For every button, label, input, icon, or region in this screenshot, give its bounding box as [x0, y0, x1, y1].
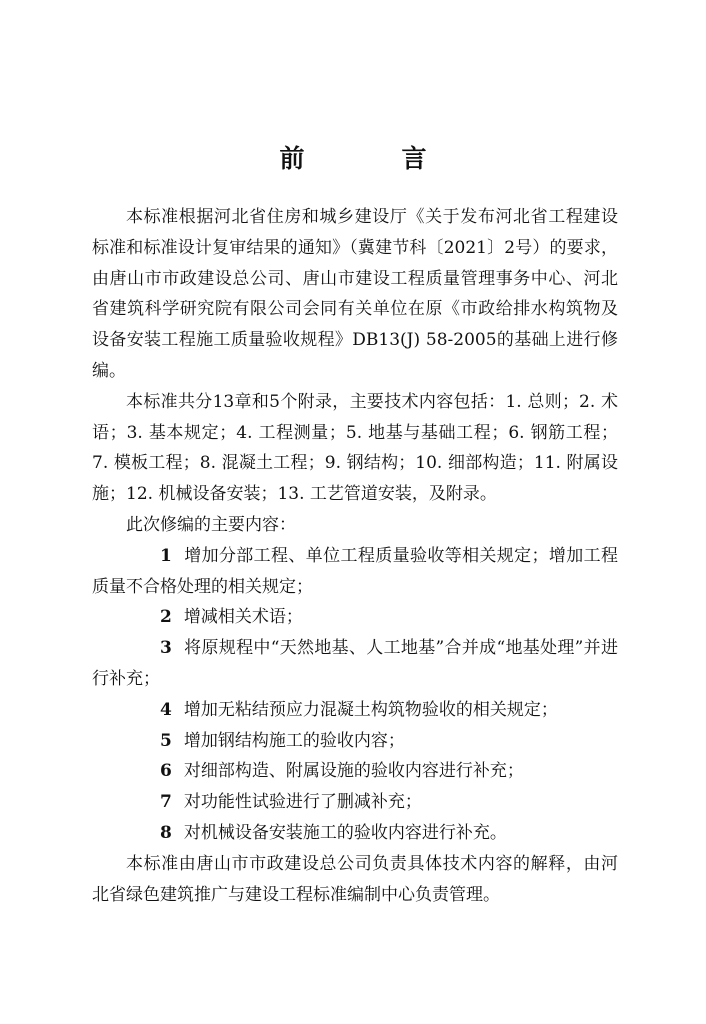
revision-item — [92, 602, 618, 633]
revision-item-text: 对机械设备安装施工的验收内容进行补充。 — [183, 822, 507, 843]
revision-item-text: 对功能性试验进行了删减补充； — [183, 792, 422, 813]
revision-item-number: 4 — [160, 699, 172, 720]
contents-paragraph: 本标准共分13章和5个附录，主要技术内容包括：1. 总则；2. 术语；3. 基本规定；4. 工程测量；5. 地基与基础工程；6. 钢筋工程；7. 模板工程；8. 混凝土工程；9. 钢结构；10. 细部构造；11. 附属设施；12. 机械设备安装；13. 工艺管道安装，及附录。 — [92, 391, 618, 505]
revision-item-number: 3 — [160, 638, 172, 659]
revision-item — [92, 726, 618, 757]
revision-item — [92, 787, 618, 818]
revision-item-number: 8 — [160, 822, 172, 843]
revision-item-number: 5 — [160, 730, 172, 751]
revision-item-number: 1 — [160, 545, 172, 566]
revision-item-number: 2 — [160, 607, 172, 628]
intro-paragraph: 本标准根据河北省住房和城乡建设厅《关于发布河北省工程建设标准和标准设计复审结果的通知》（冀建节科〔2021〕2号）的要求，由唐山市市政建设总公司、唐山市建设工程质量管理事务中心、河北省建筑科学研究院有限公司会同有关单位在原《市政给排水构筑物及设备安装工程施工质量验收规程》DB13(J) 58-2005的基础上进行修编。 — [92, 207, 618, 381]
document-body — [92, 202, 618, 910]
revision-intro-paragraph: 此次修编的主要内容： — [126, 514, 296, 535]
revision-item-text: 增加分部工程、单位工程质量验收等相关规定；增加工程质量不合格处理的相关规定； — [92, 545, 618, 597]
revision-item-text: 将原规程中“天然地基、人工地基”合并成“地基处理”并进行补充； — [92, 638, 618, 689]
revision-item — [92, 695, 618, 726]
revision-item — [92, 541, 618, 603]
revision-item — [92, 818, 618, 849]
revision-item — [92, 756, 618, 787]
revision-item-text: 增减相关术语； — [183, 607, 303, 628]
revision-item-text: 增加钢结构施工的验收内容； — [183, 730, 405, 751]
closing-paragraph: 本标准由唐山市市政建设总公司负责具体技术内容的解释，由河北省绿色建筑推广与建设工程标准编制中心负责管理。 — [92, 853, 618, 905]
revision-item-number: 7 — [160, 792, 172, 813]
revision-item-text: 增加无粘结预应力混凝土构筑物验收的相关规定； — [183, 699, 558, 720]
revision-item-number: 6 — [160, 761, 172, 782]
revision-item — [92, 633, 618, 695]
page-title: 前 言 — [279, 144, 463, 173]
revision-item-text: 对细部构造、附属设施的验收内容进行补充； — [183, 761, 524, 782]
